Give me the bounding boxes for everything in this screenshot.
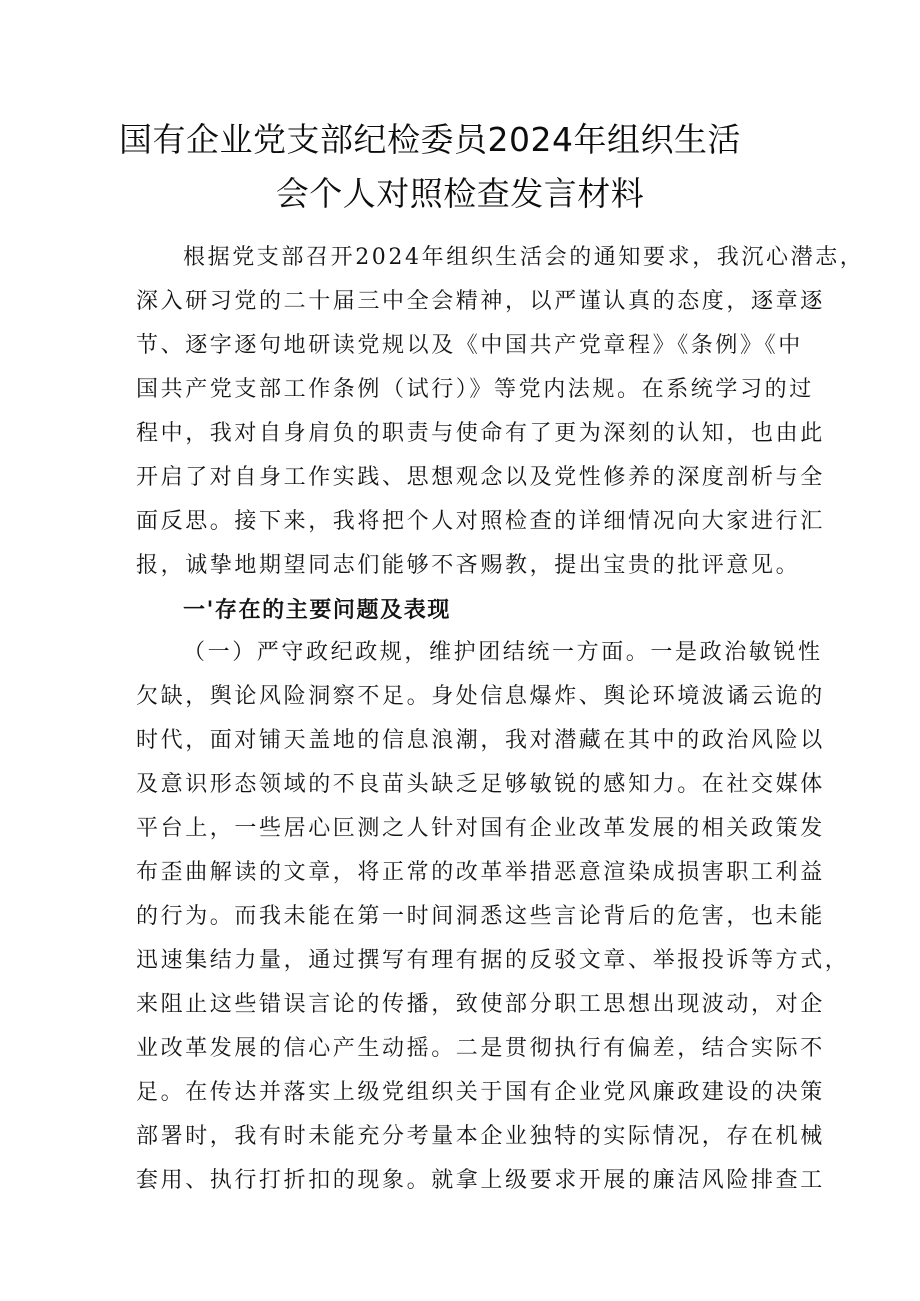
paragraph-body-line: 套用、执行打折扣的现象。就拿上级要求开展的廉洁风险排查工: [136, 1168, 825, 1193]
paragraph-body-line: 平台上，一些居心叵测之人针对国有企业改革发展的相关政策发: [136, 816, 825, 841]
paragraph-body-line: 部署时，我有时未能充分考量本企业独特的实际情况，存在机械: [136, 1124, 825, 1149]
paragraph-intro-line: 程中，我对自身肩负的职责与使命有了更为深刻的认知，也由此: [136, 421, 825, 446]
paragraph-body-line: 来阻止这些错误言论的传播，致使部分职工思想出现波动，对企: [136, 992, 825, 1017]
paragraph-intro-line: 深入研习党的二十届三中全会精神，以严谨认真的态度，逐章逐: [136, 289, 825, 314]
paragraph-intro-line: 国共产党支部工作条例（试行）》等党内法规。在系统学习的过: [136, 377, 814, 402]
paragraph-body-line: 迅速集结力量，通过撰写有理有据的反驳文章、举报投诉等方式，: [136, 948, 850, 973]
paragraph-body-line: 欠缺，舆论风险洞察不足。身处信息爆炸、舆论环境波谲云诡的: [136, 684, 825, 709]
paragraph-intro-line: 根据党支部召开2024年组织生活会的通知要求，我沉心潜志，: [183, 245, 865, 270]
paragraph-body-line: 时代，面对铺天盖地的信息浪潮，我对潜藏在其中的政治风险以: [136, 728, 825, 753]
paragraph-intro-line: 开启了对自身工作实践、思想观念以及党性修养的深度剖析与全: [136, 465, 825, 490]
paragraph-intro-line: 报，诚挚地期望同志们能够不吝赐教，提出宝贵的批评意见。: [136, 553, 801, 578]
paragraph-intro-line: 面反思。接下来，我将把个人对照检查的详细情况向大家进行汇: [136, 509, 825, 534]
section-heading: 一'存在的主要问题及表现: [183, 597, 451, 623]
document-title-line-2: 会个人对照检查发言材料: [275, 174, 645, 213]
document-title-line-1: 国有企业党支部纪检委员2024年组织生活: [119, 120, 741, 159]
paragraph-body-line: 布歪曲解读的文章，将正常的改革举措恶意渲染成损害职工利益: [136, 860, 825, 885]
paragraph-body-line: 业改革发展的信心产生动摇。二是贯彻执行有偏差，结合实际不: [136, 1036, 825, 1061]
paragraph-body-line: 足。在传达并落实上级党组织关于国有企业党风廉政建设的决策: [136, 1080, 825, 1105]
paragraph-intro-line: 节、逐字逐句地研读党规以及《中国共产党章程》《条例》《中: [136, 333, 803, 358]
paragraph-body-line: （一）严守政纪政规，维护团结统一方面。一是政治敏锐性: [183, 640, 823, 665]
paragraph-body-line: 的行为。而我未能在第一时间洞悉这些言论背后的危害，也未能: [136, 904, 825, 929]
paragraph-body-line: 及意识形态领域的不良苗头缺乏足够敏锐的感知力。在社交媒体: [136, 772, 825, 797]
